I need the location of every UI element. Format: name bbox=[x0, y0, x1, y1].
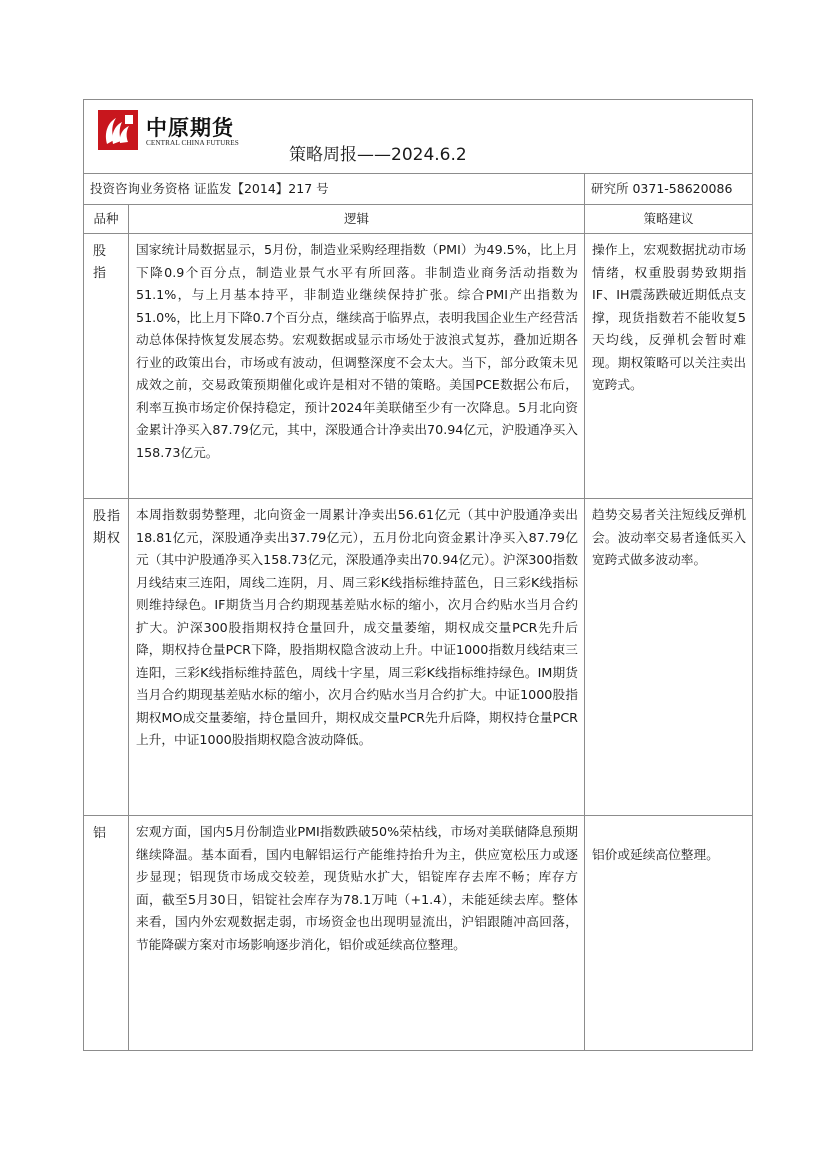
logic-cell: 宏观方面，国内5月份制造业PMI指数跌破50%荣枯线，市场对美联储降息预期继续降温。基本面看，国内电解铝运行产能维持抬升为主，供应宽松压力或逐步显现；铝现货市场成交较差，现货贴水扩大，铝锭库存去库不畅；库存方面，截至5月30日，铝锭社会库存为78.1万吨（+1.4），未能延续去库。整体来看，国内外宏观数据走弱，市场资金也出现明显流出，沪铝跟随冲高回落，节能降碳方案对市场影响逐步消化，铝价或延续高位整理。 bbox=[129, 816, 585, 1051]
strategy-table bbox=[83, 99, 753, 1051]
category-cell: 股 指 bbox=[84, 234, 129, 499]
license-info: 投资咨询业务资格 证监发【2014】217 号 bbox=[84, 174, 585, 205]
header-row bbox=[84, 100, 753, 174]
advice-cell: 操作上，宏观数据扰动市场情绪，权重股弱势致期指IF、IH震荡跌破近期低点支撑，现货指数若不能收复5天均线，反弹机会暂时难现。期权策略可以关注卖出宽跨式。 bbox=[585, 234, 753, 499]
table-row-stock-index bbox=[84, 234, 753, 499]
report-title: 策略周报——2024.6.2 bbox=[289, 145, 467, 165]
logic-cell: 国家统计局数据显示，5月份，制造业采购经理指数（PMI）为49.5%，比上月下降0.9个百分点，制造业景气水平有所回落。非制造业商务活动指数为51.1%，与上月基本持平，非制造业继续保持扩张。综合PMI产出指数为51.0%，比上月下降0.7个百分点，继续高于临界点，表明我国企业生产经营活动总体保持恢复发展态势。宏观数据或显示市场处于波浪式复苏，叠加近期各行业的政策出台，市场或有波动，但调整深度不会太大。当下，部分政策未见成效之前，交易政策预期催化或许是相对不错的策略。美国PCE数据公布后，利率互换市场定价保持稳定，预计2024年美联储至少有一次降息。5月北向资金累计净买入87.79亿元，其中，深股通合计净卖出70.94亿元，沪股通净买入158.73亿元。 bbox=[129, 234, 585, 499]
info-row bbox=[84, 174, 753, 205]
header-cell bbox=[84, 100, 753, 174]
advice-header: 策略建议 bbox=[585, 205, 753, 234]
logic-cell: 本周指数弱势整理，北向资金一周累计净卖出56.61亿元（其中沪股通净卖出18.81亿元，深股通净卖出37.79亿元），五月份北向资金累计净买入87.79亿元（其中沪股通净买入158.73亿元，深股通净卖出70.94亿元）。沪深300指数月线结束三连阳，周线二连阴，月、周三彩K线指标维持蓝色，日三彩K线指标则维持绿色。IF期货当月合约期现基差贴水标的缩小，次月合约贴水当月合约扩大。沪深300股指期权持仓量回升，成交量萎缩，期权成交量PCR先升后降，期权持仓量PCR下降，股指期权隐含波动上升。中证1000指数月线结束三连阳，三彩K线指标维持蓝色，周线十字星，周三彩K线指标维持绿色。IM期货当月合约期现基差贴水标的缩小，次月合约贴水当月合约扩大。中证1000股指期权MO成交量萎缩，持仓量回升，期权成交量PCR先升后降，期权持仓量PCR上升，中证1000股指期权隐含波动降低。 bbox=[129, 499, 585, 816]
institute-phone: 研究所 0371-58620086 bbox=[585, 174, 753, 205]
logo-chinese-text: 中原期货 bbox=[146, 116, 234, 140]
logo-english-text: CENTRAL CHINA FUTURES bbox=[146, 139, 239, 147]
logic-header: 逻辑 bbox=[129, 205, 585, 234]
advice-cell: 趋势交易者关注短线反弹机会。波动率交易者逢低买入宽跨式做多波动率。 bbox=[585, 499, 753, 816]
company-logo bbox=[98, 110, 258, 152]
category-header: 品种 bbox=[84, 205, 129, 234]
table-row-index-options bbox=[84, 499, 753, 816]
logo-mark-icon bbox=[98, 110, 138, 150]
category-cell: 铝 bbox=[84, 816, 129, 1051]
category-cell: 股指期权 bbox=[84, 499, 129, 816]
column-header-row bbox=[84, 205, 753, 234]
table-row-aluminum bbox=[84, 816, 753, 1051]
report-page bbox=[83, 99, 752, 1051]
advice-cell: 铝价或延续高位整理。 bbox=[585, 816, 753, 1051]
